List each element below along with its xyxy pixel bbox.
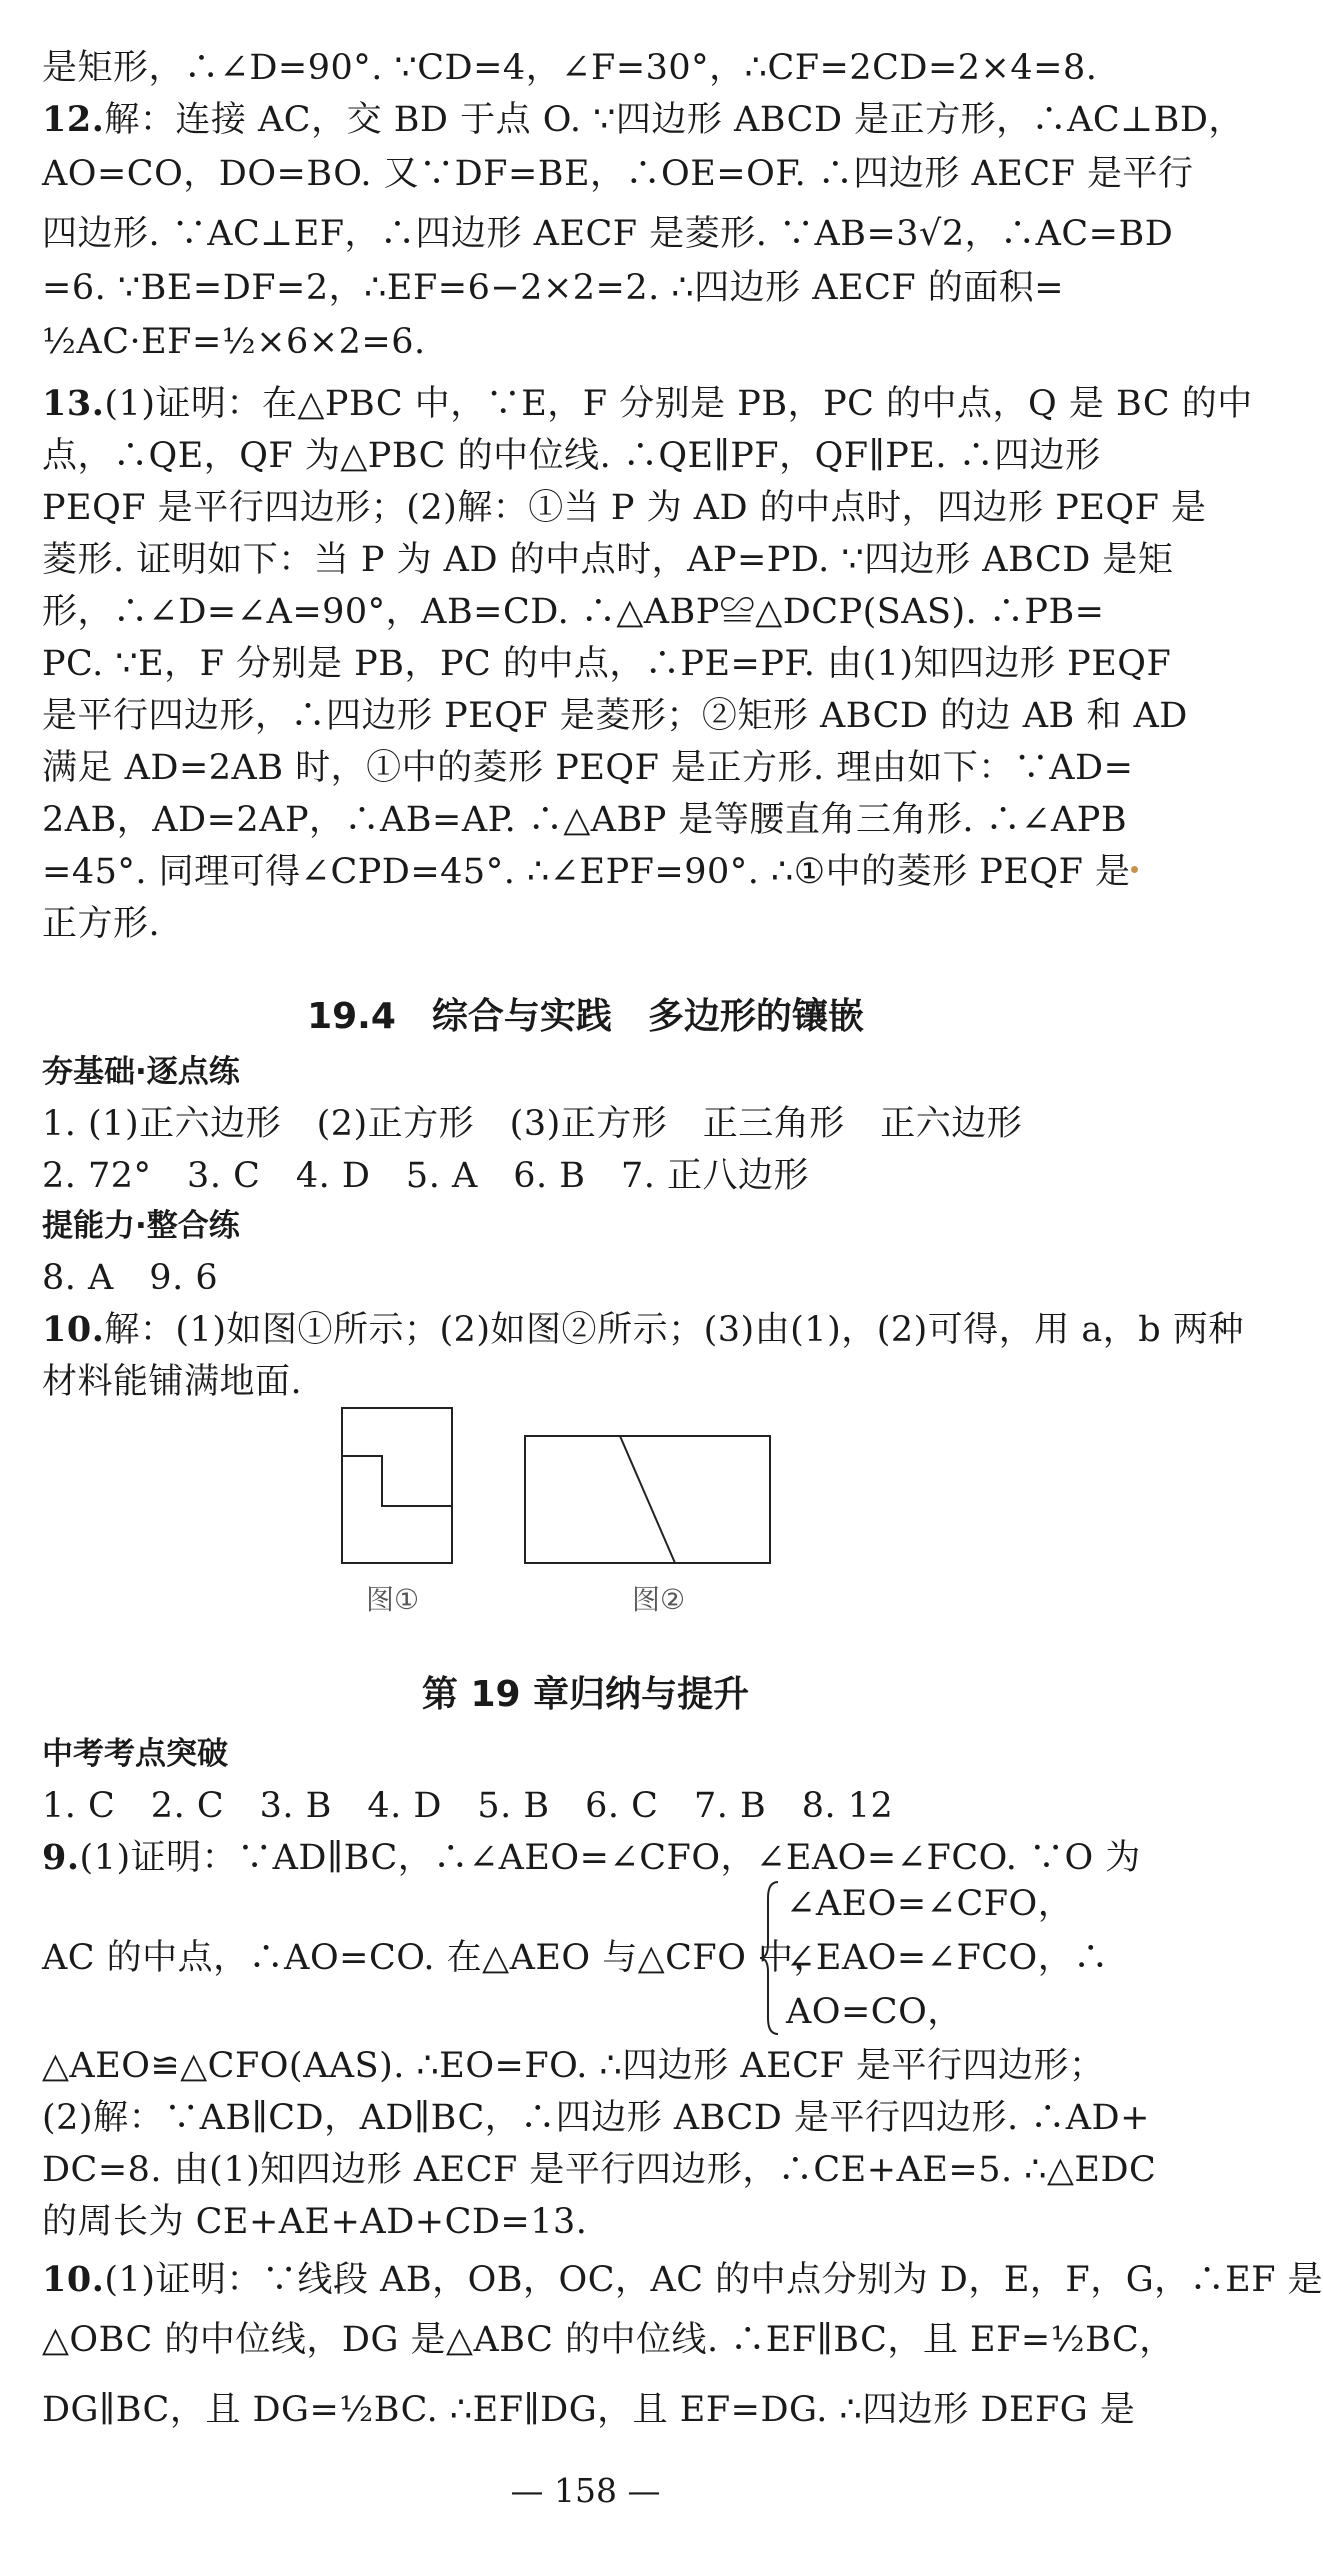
text-line: 形，∴∠D=∠A=90°，AB=CD. ∴△ABP≌△DCP(SAS). ∴PB= — [42, 592, 1105, 632]
text-line: 是平行四边形，∴四边形 PEQF 是菱形；②矩形 ABCD 的边 AB 和 AD — [42, 696, 1188, 736]
text-line: AO=CO，DO=BO. 又∵DF=BE，∴OE=OF. ∴四边形 AECF 是平行 — [42, 154, 1194, 194]
text-line: DC=8. 由(1)知四边形 AECF 是平行四边形，∴CE+AE=5. ∴△EDC — [42, 2150, 1157, 2190]
text-line: PC. ∵E，F 分别是 PB，PC 的中点，∴PE=PF. 由(1)知四边形 PEQF — [42, 644, 1172, 684]
section-title: 19.4 综合与实践 多边形的镶嵌 — [307, 996, 864, 1037]
figure-2-diagram — [525, 1436, 770, 1563]
answer-line: 1. C 2. C 3. B 4. D 5. B 6. C 7. B 8. 12 — [42, 1786, 894, 1826]
subsection-title: 中考考点突破 — [42, 1736, 228, 1772]
brace-line: ∠EAO=∠FCO，∴ — [786, 1938, 1109, 1978]
text-line: =6. ∵BE=DF=2，∴EF=6−2×2=2. ∴四边形 AECF 的面积= — [42, 268, 1065, 308]
text-line: 菱形. 证明如下：当 P 为 AD 的中点时，AP=PD. ∵四边形 ABCD 是矩 — [42, 540, 1174, 580]
question-number: 13. — [42, 383, 105, 424]
text-line: (2)解：∵AB∥CD，AD∥BC，∴四边形 ABCD 是平行四边形. ∴AD+ — [42, 2098, 1150, 2138]
brace-line: ∠AEO=∠CFO， — [786, 1884, 1074, 1924]
answer-line: 1. (1)正六边形 (2)正方形 (3)正方形 正三角形 正六边形 — [42, 1104, 1023, 1144]
question-12-line: 12.解：连接 AC，交 BD 于点 O. ∵四边形 ABCD 是正方形，∴AC⊥BD， — [42, 99, 1244, 140]
page-number: — 158 — — [510, 2471, 661, 2510]
question-10-line: 10.(1)证明：∵线段 AB，OB，OC，AC 的中点分别为 D，E，F，G，∴EF 是 — [42, 2259, 1323, 2300]
subsection-title: 提能力·整合练 — [42, 1208, 240, 1244]
text-line: PEQF 是平行四边形；(2)解：①当 P 为 AD 的中点时，四边形 PEQF 是 — [42, 488, 1207, 528]
text-line: 正方形. — [42, 904, 161, 944]
text-line: AC 的中点，∴AO=CO. 在△AEO 与△CFO 中， — [42, 1938, 830, 1978]
brace-icon — [758, 1878, 780, 2038]
text-line: 点，∴QE，QF 为△PBC 的中位线. ∴QE∥PF，QF∥PE. ∴四边形 — [42, 436, 1101, 476]
text-line: △AEO≌△CFO(AAS). ∴EO=FO. ∴四边形 AECF 是平行四边形； — [42, 2046, 1105, 2086]
text-line: =45°. 同理可得∠CPD=45°. ∴∠EPF=90°. ∴①中的菱形 PEQF 是 — [42, 852, 1131, 892]
tiling-figures — [330, 1396, 790, 1576]
text-line: 满足 AD=2AB 时，①中的菱形 PEQF 是正方形. 理由如下：∵AD= — [42, 748, 1134, 788]
figure-1-diagram — [342, 1408, 452, 1563]
question-number: 12. — [42, 99, 105, 140]
answer-line: 8. A 9. 6 — [42, 1258, 219, 1298]
question-13-line: 13.(1)证明：在△PBC 中，∵E，F 分别是 PB，PC 的中点，Q 是 BC 的中 — [42, 383, 1253, 424]
question-9-line: 9.(1)证明：∵AD∥BC，∴∠AEO=∠CFO，∠EAO=∠FCO. ∵O 为 — [42, 1837, 1141, 1878]
figure-1-label: 图① — [366, 1583, 420, 1616]
chapter-title: 第 19 章归纳与提升 — [421, 1674, 750, 1715]
subsection-title: 夯基础·逐点练 — [42, 1054, 240, 1090]
question-number: 9. — [42, 1837, 80, 1878]
question-number: 10. — [42, 2259, 105, 2300]
text-line: 四边形. ∵AC⊥EF，∴四边形 AECF 是菱形. ∵AB=3√2，∴AC=BD — [42, 214, 1174, 254]
question-10-line: 10.解：(1)如图①所示；(2)如图②所示；(3)由(1)，(2)可得，用 a，b 两种 — [42, 1309, 1244, 1350]
text-line: △OBC 的中位线，DG 是△ABC 的中位线. ∴EF∥BC，且 EF=½BC， — [42, 2320, 1175, 2360]
margin-dot — [1131, 866, 1138, 873]
text-line: 材料能铺满地面. — [42, 1362, 303, 1402]
brace-line: AO=CO， — [786, 1992, 963, 2032]
text-line: DG∥BC，且 DG=½BC. ∴EF∥DG，且 EF=DG. ∴四边形 DEFG 是 — [42, 2390, 1136, 2430]
figure-2-label: 图② — [632, 1583, 686, 1616]
answer-line: 2. 72° 3. C 4. D 5. A 6. B 7. 正八边形 — [42, 1156, 809, 1196]
text-line: 是矩形，∴∠D=90°. ∵CD=4，∠F=30°，∴CF=2CD=2×4=8. — [42, 48, 1098, 88]
question-number: 10. — [42, 1309, 105, 1350]
text-line: ½AC·EF=½×6×2=6. — [42, 322, 426, 362]
text-line: 2AB，AD=2AP，∴AB=AP. ∴△ABP 是等腰直角三角形. ∴∠APB — [42, 800, 1128, 840]
text-line: 的周长为 CE+AE+AD+CD=13. — [42, 2202, 588, 2242]
